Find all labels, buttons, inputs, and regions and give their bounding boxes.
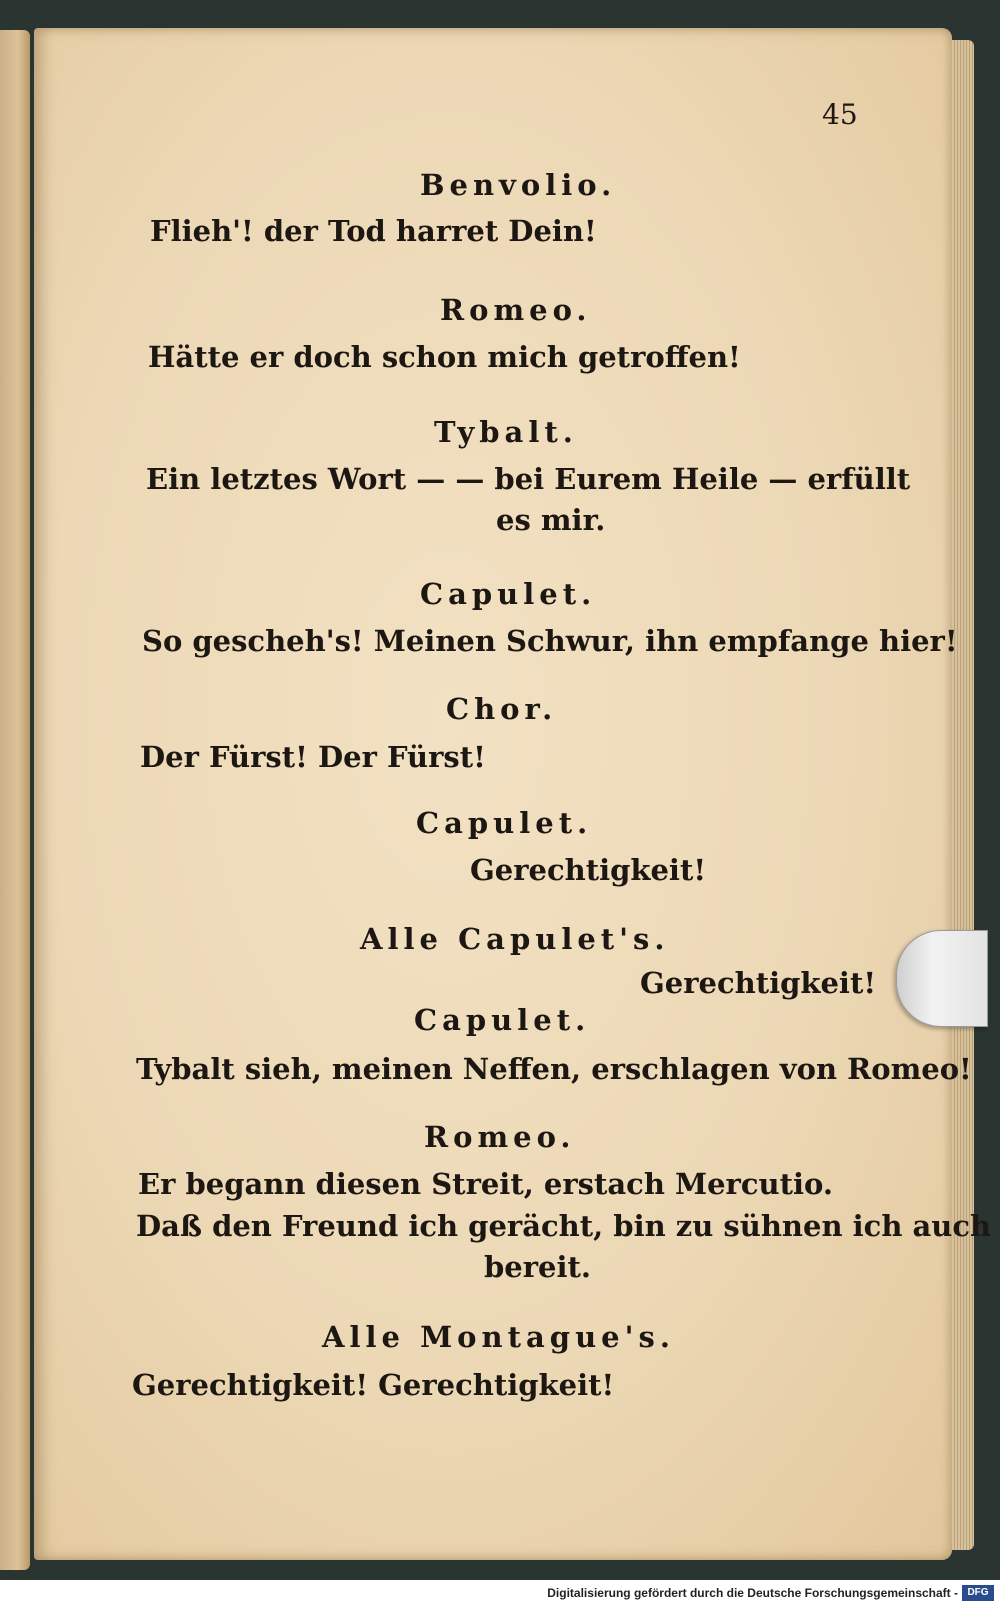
speaker-tybalt: Tybalt. <box>434 415 578 449</box>
footer-bar <box>0 1580 1000 1607</box>
line-capulet-1: So gescheh's! Meinen Schwur, ihn empfange hier! <box>142 624 958 658</box>
line-alle-capulets: Gerechtigkeit! <box>640 966 877 1000</box>
line-romeo-2c: bereit. <box>484 1250 591 1284</box>
speaker-romeo-2: Romeo. <box>424 1120 576 1154</box>
line-alle-montagues: Gerechtigkeit! Gerechtigkeit! <box>132 1368 615 1402</box>
line-chor: Der Fürst! Der Fürst! <box>140 740 486 774</box>
speaker-romeo-1: Romeo. <box>440 293 592 327</box>
speaker-capulet-1: Capulet. <box>420 577 597 611</box>
line-tybalt-b: es mir. <box>496 503 606 537</box>
line-romeo-1: Hätte er doch schon mich getroffen! <box>148 340 741 374</box>
speaker-capulet-2: Capulet. <box>416 806 593 840</box>
speaker-benvolio: Benvolio. <box>420 168 617 202</box>
speaker-alle-montagues: Alle Montague's. <box>322 1320 675 1354</box>
speaker-alle-capulets: Alle Capulet's. <box>360 922 670 956</box>
page-number: 45 <box>822 98 858 131</box>
footer-credit: Digitalisierung gefördert durch die Deutsche Forschungsgemeinschaft - <box>547 1586 958 1600</box>
dfg-logo-icon: DFG <box>962 1585 994 1601</box>
line-romeo-2b: Daß den Freund ich gerächt, bin zu sühnen ich auch <box>136 1209 992 1243</box>
line-capulet-3: Tybalt sieh, meinen Neffen, erschlagen von Romeo! <box>136 1052 972 1086</box>
line-benvolio: Flieh'! der Tod harret Dein! <box>150 214 597 248</box>
line-romeo-2a: Er begann diesen Streit, erstach Mercutio. <box>138 1167 833 1201</box>
speaker-capulet-3: Capulet. <box>414 1003 591 1037</box>
line-capulet-2: Gerechtigkeit! <box>470 853 707 887</box>
speaker-chor: Chor. <box>446 692 558 726</box>
line-tybalt-a: Ein letztes Wort — — bei Eurem Heile — erfüllt <box>146 462 911 496</box>
